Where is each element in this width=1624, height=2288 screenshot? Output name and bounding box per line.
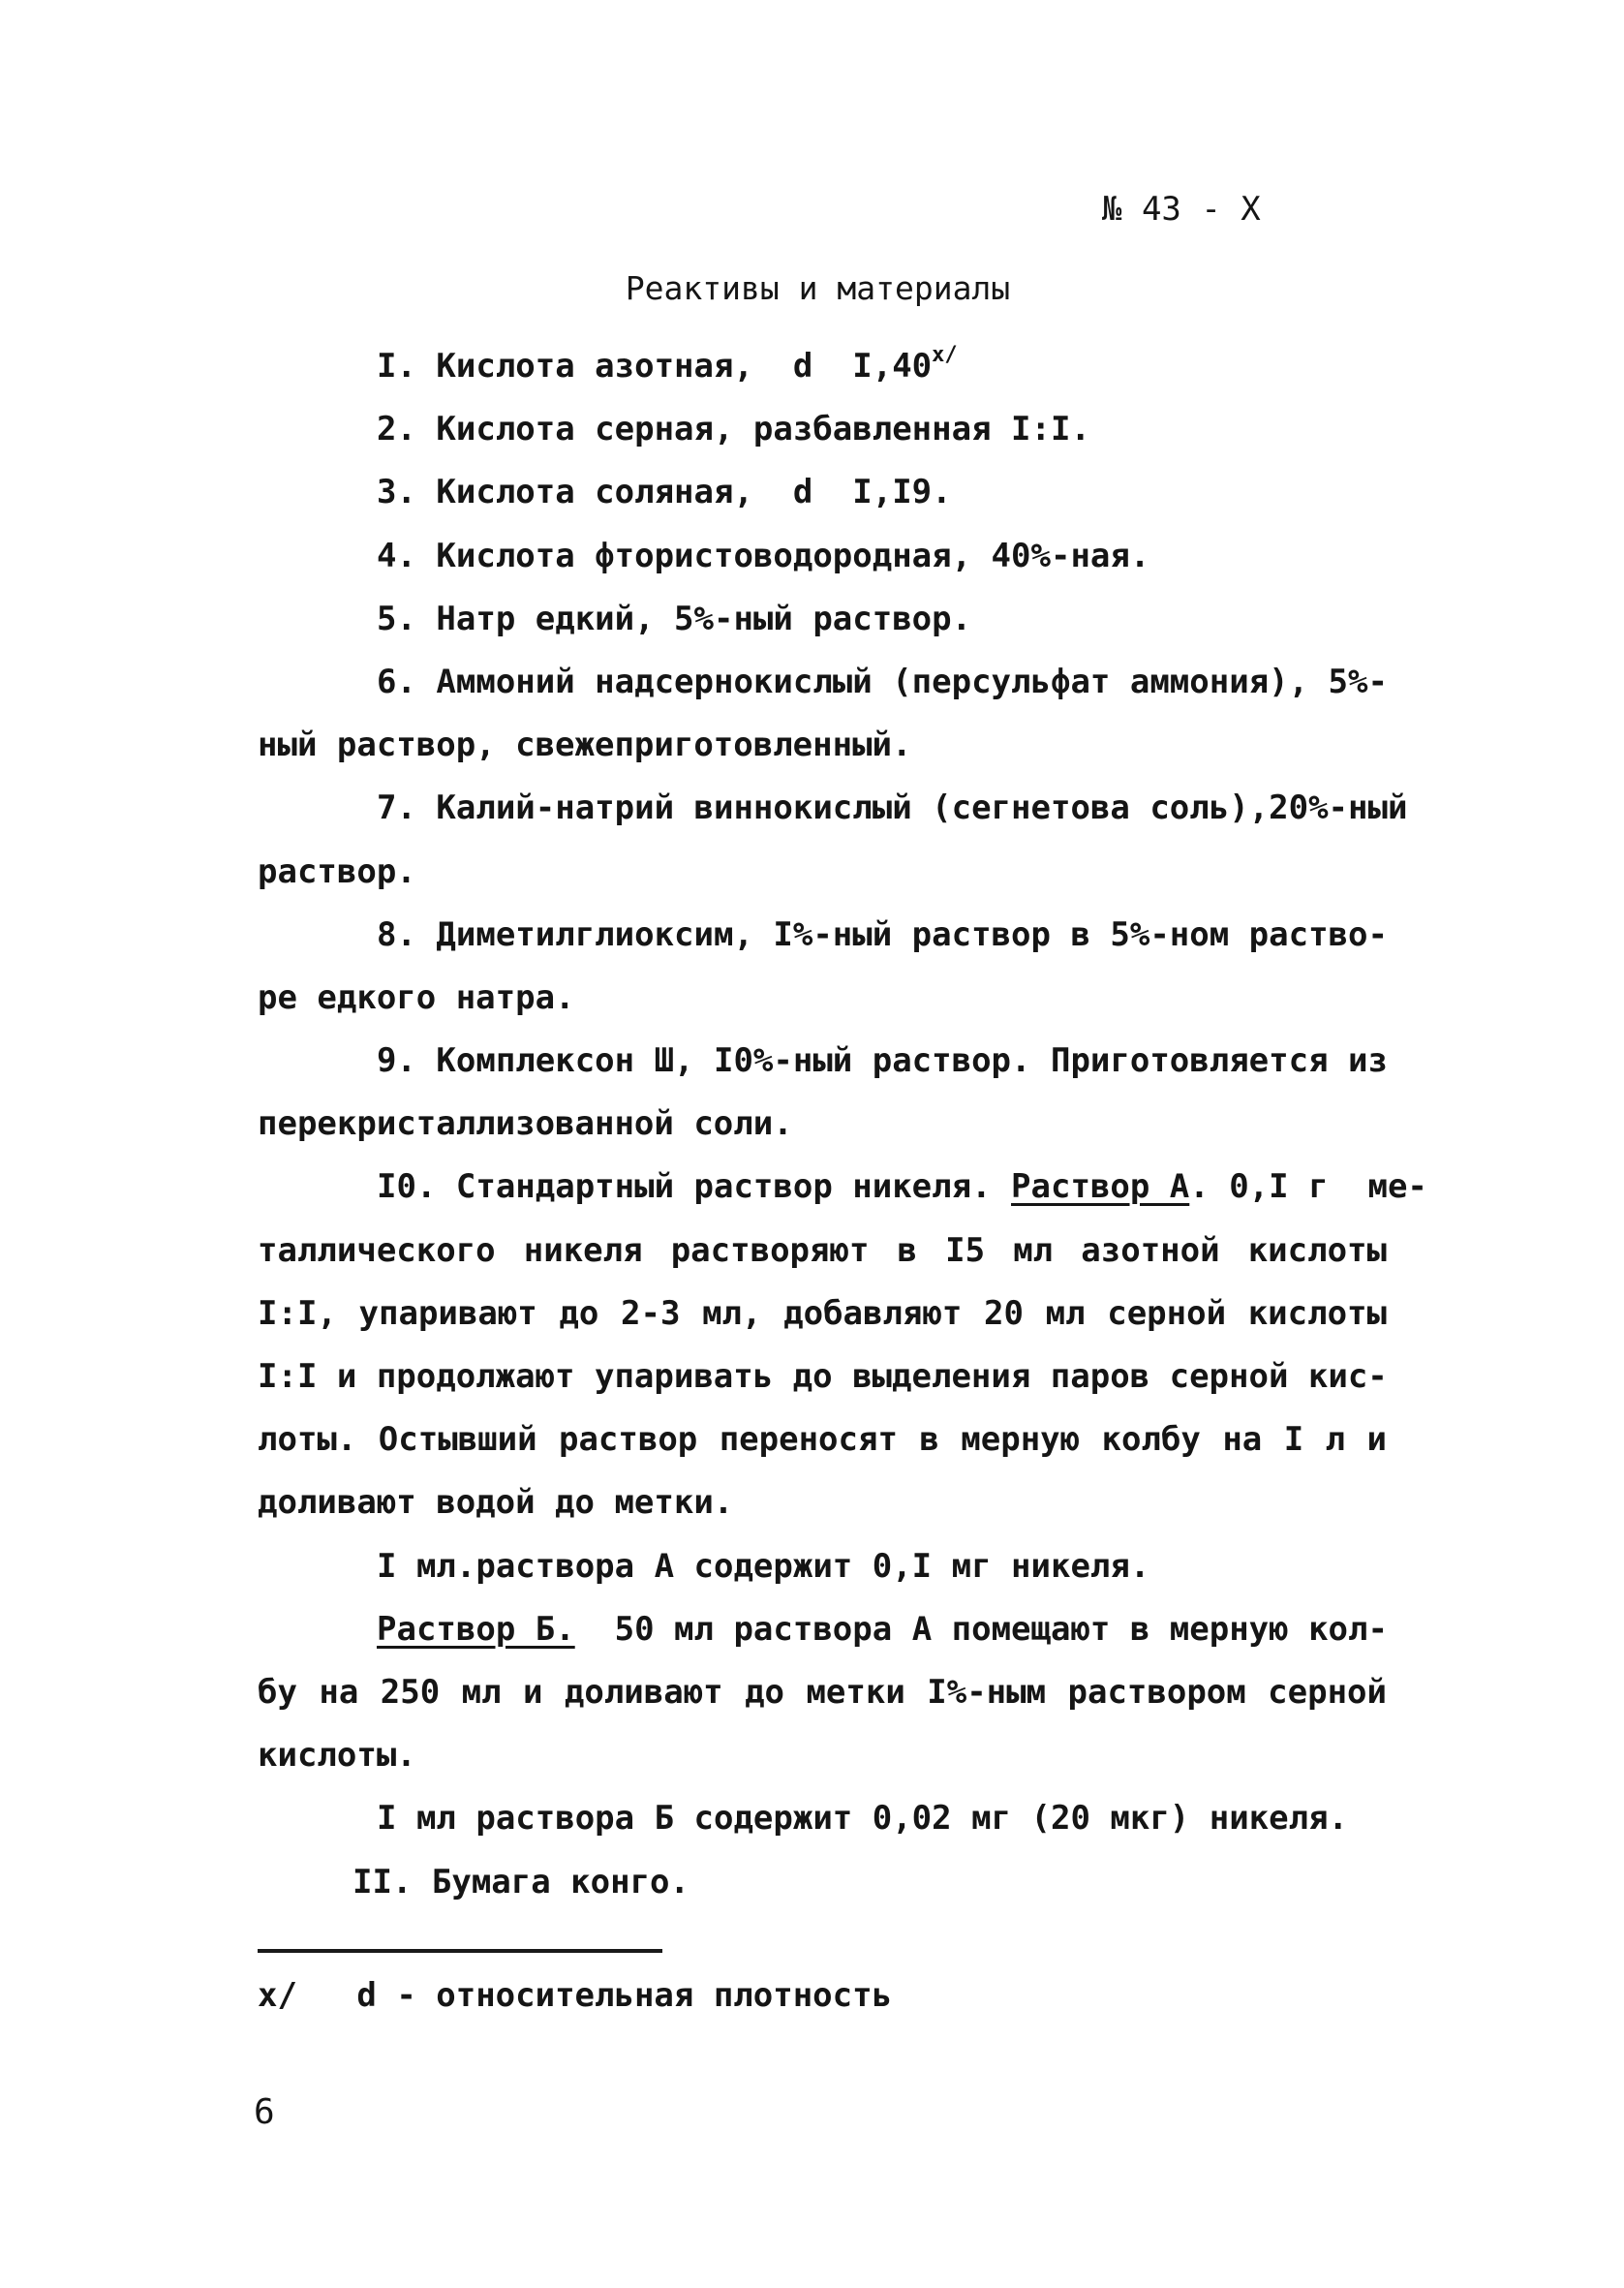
solution-b-heading: Раствор Б. (377, 1609, 575, 1649)
page-number: 6 (254, 2092, 275, 2132)
list-item-note (258, 1598, 1387, 1661)
list-item: 3. Кислота соляная, d I,I9. (377, 473, 952, 512)
document-number: № 43 - X (1102, 190, 1261, 229)
list-item-continuation: ный раствор, свежеприготовленный. (258, 726, 912, 765)
list-item (258, 1156, 1427, 1219)
list-item-continuation: таллического никеля растворяют в I5 мл азотной кислоты (258, 1230, 1387, 1270)
list-item: 5. Натр едкий, 5%-ный раствор. (377, 599, 972, 638)
item-text: I. Кислота азотная, d I,40 (377, 347, 933, 386)
list-item: 8. Диметилглиоксим, I%-ный раствор в 5%-ном раство- (377, 914, 1388, 954)
item-text: 50 мл раствора А помещают в мерную кол- (574, 1609, 1388, 1649)
list-item-note: I мл раствора Б содержит 0,02 мг (20 мкг) никеля. (377, 1799, 1349, 1839)
list-item: 7. Калий-натрий виннокислый (сегнетова соль),20%-ный (377, 788, 1408, 828)
solution-a-heading: Раствор А (1011, 1167, 1190, 1207)
list-item (258, 335, 1387, 398)
footnote-marker: x/ (258, 1976, 297, 2015)
list-item-continuation: лоты. Остывший раствор переносят в мерную колбу на I л и (258, 1420, 1387, 1460)
list-item-continuation: доливают водой до метки. (258, 1483, 734, 1523)
list-item-continuation: бу на 250 мл и доливают до метки I%-ным раствором серной (258, 1672, 1387, 1712)
reagents-list (258, 335, 1427, 1914)
footnote-text: d - относительная плотность (356, 1976, 893, 2015)
item-text: . 0,I г ме- (1189, 1167, 1427, 1207)
list-item: II. Бумага конго. (352, 1862, 689, 1902)
list-item-note: I мл.раствора А содержит 0,I мг никеля. (377, 1546, 1150, 1586)
list-item: 4. Кислота фтористоводородная, 40%-ная. (377, 536, 1150, 575)
list-item: 9. Комплексон Ш, I0%-ный раствор. Приготовляется из (377, 1041, 1388, 1081)
section-title: Реактивы и материалы (625, 269, 1011, 307)
list-item-continuation: I:I и продолжают упаривать до выделения паров серной кис- (258, 1357, 1388, 1396)
footnote (258, 1976, 892, 2015)
list-item: 6. Аммоний надсернокислый (персульфат аммония), 5%- (377, 662, 1388, 701)
footnote-divider (258, 1949, 662, 1953)
footnote-ref: x/ (932, 343, 958, 367)
item-text: I0. Стандартный раствор никеля. (377, 1167, 1012, 1207)
list-item-continuation: раствор. (258, 851, 416, 891)
list-item-continuation: ре едкого натра. (258, 977, 575, 1017)
list-item-continuation: перекристаллизованной соли. (258, 1104, 793, 1144)
list-item: 2. Кислота серная, разбавленная I:I. (377, 410, 1090, 449)
list-item-continuation: I:I, упаривают до 2-3 мл, добавляют 20 мл серной кислоты (258, 1293, 1387, 1333)
list-item-continuation: кислоты. (258, 1736, 416, 1776)
